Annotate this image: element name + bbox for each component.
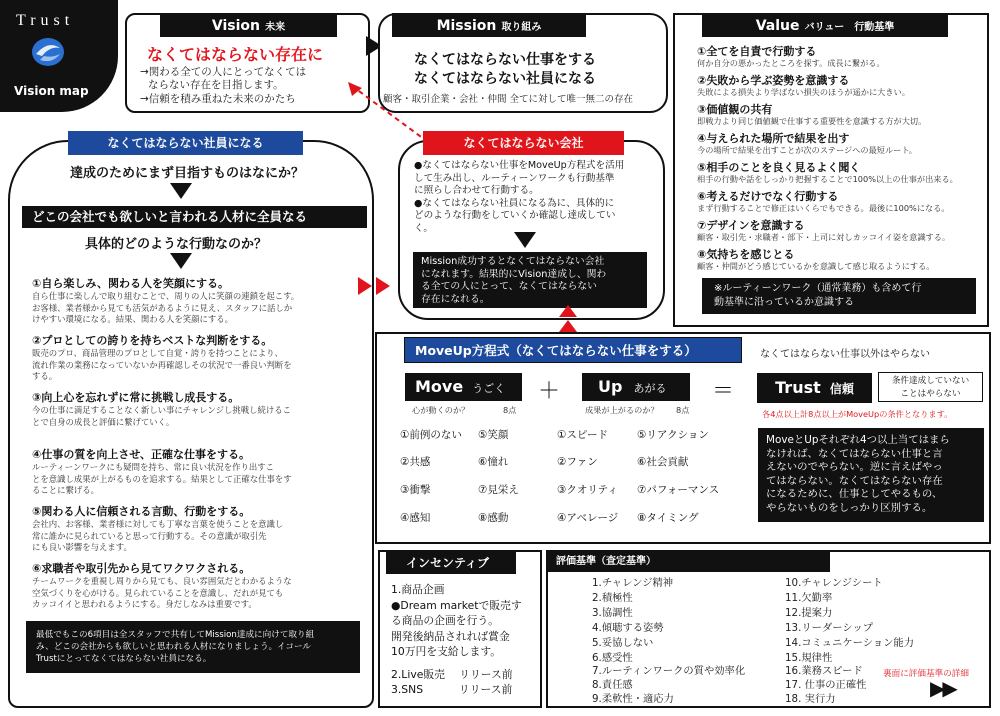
value-item-text: まず行動することで修正はいくらでもできる。最後に100%になる。	[697, 203, 950, 213]
employee-footer-line: み、どこの会社からも欲しいと思われる人材になりましょう。イコール	[36, 642, 312, 652]
vision-line-2: ならない存在を目指します。	[148, 79, 284, 91]
employee-item	[32, 562, 292, 611]
employee-item-text: とを意識し成果が上がるものを追求する。結果として正確な仕事をす	[32, 473, 292, 484]
employee-item	[32, 448, 292, 497]
employee-item-text: 自ら仕事に楽しんで取り組むことで、周りの人に笑顔の連鎖を起こす。	[32, 291, 300, 301]
trust-label-box	[757, 373, 872, 403]
moveup-explain-box	[758, 428, 984, 522]
move-label-box	[405, 373, 522, 401]
equals-sign: ＝	[712, 379, 735, 404]
value-item	[697, 248, 987, 277]
employee-item-text: とで自身の成長と評価に繋げていく。	[32, 416, 175, 427]
value-item-text: 即戦力より同じ価値観で仕事する重要性を意識する方が大切。	[697, 116, 927, 126]
value-item	[697, 161, 987, 190]
vision-header-sub: 未来	[265, 22, 286, 33]
brand-name: Trust	[16, 12, 75, 29]
up-item: ④アベレージ	[557, 512, 619, 524]
company-text-line: に照らし合わせて行動する。	[414, 185, 539, 197]
employee-question-1: 達成のためにまず目指すものはなにか？	[70, 166, 305, 181]
move-item: ①前例のない	[400, 429, 462, 441]
employee-item-title: ④仕事の質を向上させ、正確な仕事をする。	[32, 448, 250, 461]
value-item-title: ⑦デザインを意識する	[697, 219, 805, 232]
employee-item-text: 販売のプロ、商品管理のプロとして自覚・誇りを持つことにより、	[32, 348, 283, 358]
evaluation-item: 16.業務スピード	[785, 665, 863, 677]
evaluation-item: 12.提案力	[785, 607, 833, 619]
moveup-explain-line: やらないものをしっかり区別する。	[766, 501, 933, 514]
company-result-line: 存在になれる。	[421, 293, 490, 305]
vision-headline: なくてはならない存在に	[147, 45, 324, 64]
company-result-box	[413, 252, 647, 308]
evaluation-item: 10.チャレンジシート	[785, 577, 883, 589]
condition-box	[878, 372, 983, 402]
employee-goal: どこの会社でも欲しいと言われる人材に全員なる	[22, 206, 367, 228]
employee-item-text: カッコイイと思われるようにする。身だしなみは重要です。	[32, 599, 257, 609]
employee-item-title: ⑥求職者や取引先から見てワクワクされる。	[32, 562, 251, 575]
up-item: ⑥社会貢献	[637, 456, 689, 468]
company-text-line: して生み出し、ルーティーンワークも行動基準	[414, 172, 615, 184]
employee-item-text: 会社内、お客様、業者様に対しても丁寧な言葉を使うことを意識し	[32, 519, 284, 529]
moveup-to-company-arrow-1	[559, 305, 577, 317]
move-label-sub: うごく	[472, 382, 506, 395]
evaluation-item: 2.積極性	[592, 592, 633, 604]
employee-footer-line: Trustにとってなくてはならない社員になる。	[36, 654, 212, 664]
employee-header: なくてはならない社員になる	[68, 131, 303, 155]
company-result-line: になれます。結果的にVision達成し、関わ	[421, 268, 607, 280]
value-item	[697, 190, 987, 219]
condition-red-note: 各4点以上計8点以上がMoveUpの条件となります。	[762, 409, 953, 419]
up-caption: 成果が上がるのか？	[585, 405, 659, 415]
company-result-line: Mission成功するとなくてはならない会社	[421, 256, 605, 267]
evaluation-back-note: 裏面に評価基準の詳細	[883, 669, 969, 679]
move-caption: 心が動くのか？	[412, 405, 470, 415]
value-item	[697, 219, 987, 248]
company-text-line: どのような行動をしていくか確認し達成してい	[414, 210, 616, 222]
value-item-title: ⑧気持ちを感じとる	[697, 248, 795, 261]
incentive-line: る商品の企画を行う。	[391, 614, 499, 627]
evaluation-item: 13.リーダーシップ	[785, 622, 874, 634]
employee-item-text: にも良い影響を与えます。	[32, 542, 132, 552]
value-item	[697, 74, 987, 103]
move-item: ③衝撃	[400, 484, 431, 496]
incentive-live: 2.Live販売 リリース前	[391, 668, 513, 681]
incentive-line: ●Dream marketで販売す	[391, 598, 522, 612]
trust-label-sub: 信頼	[829, 382, 854, 396]
company-result-line: る全ての人にとって、なくてはならない	[421, 281, 597, 292]
up-label-box	[582, 373, 690, 401]
mission-caption: 顧客・取引企業・会社・仲間 全てに対して唯一無二の存在	[383, 94, 634, 105]
value-note-line-1: ※ルーティーンワーク（通常業務）も含めて行	[714, 283, 922, 294]
employee-question-2: 具体的どのような行動なのか？	[85, 237, 268, 252]
employee-item-text: お客様、業者様から見ても活気があるように見え、スタッフに話しか	[32, 302, 293, 313]
trust-label-main: Trust	[775, 378, 821, 397]
employee-item	[32, 505, 283, 554]
evaluation-item: 9.柔軟性・適応力	[592, 693, 674, 705]
employee-item-text: 今の仕事に満足することなく新しい事にチャレンジし挑戦し続けるこ	[32, 405, 291, 415]
value-header-main: Value	[755, 18, 800, 34]
moveup-note: なくてはならない仕事以外はやらない	[760, 349, 930, 360]
vision-header	[160, 13, 337, 37]
employee-item-text: チームワークを重視し周りから見ても、良い雰囲気だとわかるような	[32, 576, 292, 586]
employee-item-text: 流れ作業の業務になっていないか再確認しその状況で一番良い判断を	[32, 359, 292, 370]
down-arrow-1	[170, 183, 192, 199]
value-item-title: ②失敗から学ぶ姿勢を意識する	[697, 74, 850, 87]
employee-item-title: ①自ら楽しみ、関わる人を笑顔にする。	[32, 277, 229, 290]
value-item-text: 相手の行動や話をしっかり把握することで100%以上の仕事が出来る。	[697, 174, 958, 184]
down-arrow-3	[514, 232, 536, 248]
value-header-sub: バリュー 行動基準	[804, 22, 895, 33]
mission-line-2: なくてはならない社員になる	[414, 71, 596, 87]
employee-item-text: 常に誰かに見られていると思って行動する。その意識が取引先	[32, 530, 267, 541]
value-item-text: 顧客・取引先・求職者・部下・上司に対しカッコイイ姿を意識する。	[697, 232, 951, 242]
value-item-text: 何か自分の悪かったところを探す。成長に繋がる。	[697, 58, 885, 68]
company-text	[414, 160, 624, 236]
value-note	[702, 278, 976, 314]
value-item-text: 失敗による損失より学ばない損失のほうが遥かに大きい。	[697, 87, 910, 97]
up-label-main: Up	[598, 377, 623, 396]
employee-footer-line: 最低でもこの6項目は全スタッフで共有してMission達成に向けて取り組	[36, 630, 315, 640]
employee-item	[32, 334, 292, 383]
value-item	[697, 45, 987, 74]
moveup-explain-line: なければ、なくてはならない仕事と言	[766, 447, 943, 460]
value-item-text: 顧客・仲間がどう感じているかを意識して感じ取るようにする。	[697, 261, 935, 271]
employee-item-text: けやすい環境になる。結果、関わる人を笑顔にする。	[32, 314, 233, 324]
mission-header	[392, 13, 586, 37]
value-item	[697, 103, 987, 132]
mission-line-1: なくてはならない仕事をする	[414, 52, 596, 68]
employee-item-title: ②プロとしての誇りを持ちベストな判断をする。	[32, 334, 273, 347]
employee-item-text: ることに繋げる。	[32, 485, 99, 495]
down-arrow-2	[170, 253, 192, 269]
evaluation-item: 6.感受性	[592, 652, 633, 664]
evaluation-item: 11.欠勤率	[785, 592, 833, 604]
value-item-title: ③価値観の共有	[697, 103, 773, 116]
next-page-arrow[interactable]: ▶▶	[930, 676, 955, 700]
employee-to-company-arrow-2	[376, 277, 390, 295]
employee-to-company-arrow-1	[358, 277, 372, 295]
incentive-line: 10万円を支給します。	[391, 645, 502, 658]
brand-subtitle: Vision map	[14, 84, 89, 98]
employee-item-title: ⑤関わる人に信頼される言動、行動をする。	[32, 505, 251, 518]
evaluation-item: 17. 仕事の正確性	[785, 679, 867, 691]
up-item: ⑤リアクション	[637, 429, 709, 441]
mission-header-main: Mission	[436, 18, 497, 34]
up-points: 8点	[676, 405, 690, 415]
incentive-text	[391, 582, 522, 660]
move-item: ⑤笑顔	[478, 429, 509, 441]
moveup-explain-line: てはならない。なくてはならない存在	[766, 474, 943, 487]
up-item: ⑧タイミング	[637, 512, 699, 524]
evaluation-header: 評価基準（査定基準）	[548, 552, 830, 572]
move-item: ②共感	[400, 456, 431, 468]
evaluation-item: 14.コミュニケーション能力	[785, 637, 915, 649]
company-header: なくてはならない会社	[423, 131, 624, 155]
evaluation-item: 15.規律性	[785, 652, 833, 664]
up-item: ②ファン	[557, 456, 598, 468]
employee-item-title: ③向上心を忘れずに常に挑戦し成長する。	[32, 391, 240, 404]
up-item: ③クオリティ	[557, 484, 618, 496]
company-text-line: ●なくてはならない社員になる為に、具体的に	[414, 197, 615, 209]
plus-sign: ＋	[538, 379, 561, 404]
evaluation-item: 3.協調性	[592, 607, 633, 619]
employee-item	[32, 277, 299, 326]
employee-item-text: する。	[32, 371, 58, 381]
moveup-explain-line: になるために、仕事としてやるもの、	[766, 488, 943, 500]
moveup-header: MoveUp方程式（なくてはならない仕事をする）	[404, 337, 742, 363]
evaluation-item: 4.傾聴する姿勢	[592, 622, 664, 634]
value-item-title: ④与えられた場所で結果を出す	[697, 132, 850, 145]
incentive-line: 開発後納品されれば賞金	[391, 629, 510, 643]
moveup-explain-line: えないのでやらない。逆に言えばやっ	[766, 461, 943, 473]
value-item-title: ⑤相手のことを良く見るよく聞く	[697, 161, 861, 174]
moveup-to-company-arrow-2	[559, 320, 577, 332]
moveup-explain-line: MoveとUpそれぞれ4つ以上当てはまら	[766, 434, 950, 446]
move-points: 8点	[503, 405, 517, 415]
move-item: ⑧感動	[478, 512, 509, 524]
value-item-text: 今の場所で結果を出すことが次のステージへの最短ルート。	[697, 145, 917, 155]
evaluation-item: 8.責任感	[592, 679, 633, 691]
employee-item-text: 空気づくりを心がける。見られていることを意識し、だれが見ても	[32, 587, 284, 598]
employee-item-text: ルーティーンワークにも疑問を持ち、常に良い状況を作り出すこ	[32, 462, 275, 472]
company-text-line: く。	[414, 222, 433, 234]
mission-header-sub: 取り組み	[501, 22, 542, 33]
brand-logo-icon	[30, 36, 66, 68]
up-item: ⑦パフォーマンス	[637, 484, 720, 496]
condition-line: ことはやらない	[900, 389, 961, 399]
incentive-sns: 3.SNS リリース前	[391, 683, 513, 696]
vision-header-main: Vision	[211, 18, 260, 34]
condition-line: 条件達成していない	[891, 376, 970, 386]
company-text-line: ●なくてはならない仕事をMoveUp方程式を活用	[414, 160, 625, 171]
employee-footer	[26, 621, 360, 673]
employee-item	[32, 391, 291, 428]
move-label-main: Move	[415, 377, 464, 396]
value-item-title: ⑥考えるだけでなく行動する	[697, 190, 839, 203]
up-label-sub: あがる	[633, 382, 667, 395]
dashed-connector	[340, 80, 440, 150]
value-item	[697, 132, 987, 161]
value-item-title: ①全てを自責で行動する	[697, 45, 817, 58]
move-item: ⑦見栄え	[478, 484, 519, 496]
move-item: ⑥憧れ	[478, 456, 509, 468]
evaluation-item: 18. 実行力	[785, 693, 836, 705]
up-item: ①スピード	[557, 429, 608, 441]
value-list	[697, 45, 987, 277]
evaluation-item: 1.チャレンジ精神	[592, 577, 674, 589]
move-item: ④感知	[400, 512, 431, 524]
value-note-line-2: 動基準に沿っているか意識する	[714, 297, 854, 308]
vision-line-3: →信頼を積み重ねた未来のかたち	[140, 93, 296, 105]
evaluation-item: 5.妥協しない	[592, 637, 654, 649]
incentive-header: インセンティブ	[386, 552, 516, 574]
incentive-line: 1.商品企画	[391, 583, 445, 596]
vision-line-1: →関わる全ての人にとってなくては	[140, 66, 307, 78]
value-header	[702, 13, 948, 37]
evaluation-item: 7.ルーティンワークの質や効率化	[592, 665, 746, 677]
